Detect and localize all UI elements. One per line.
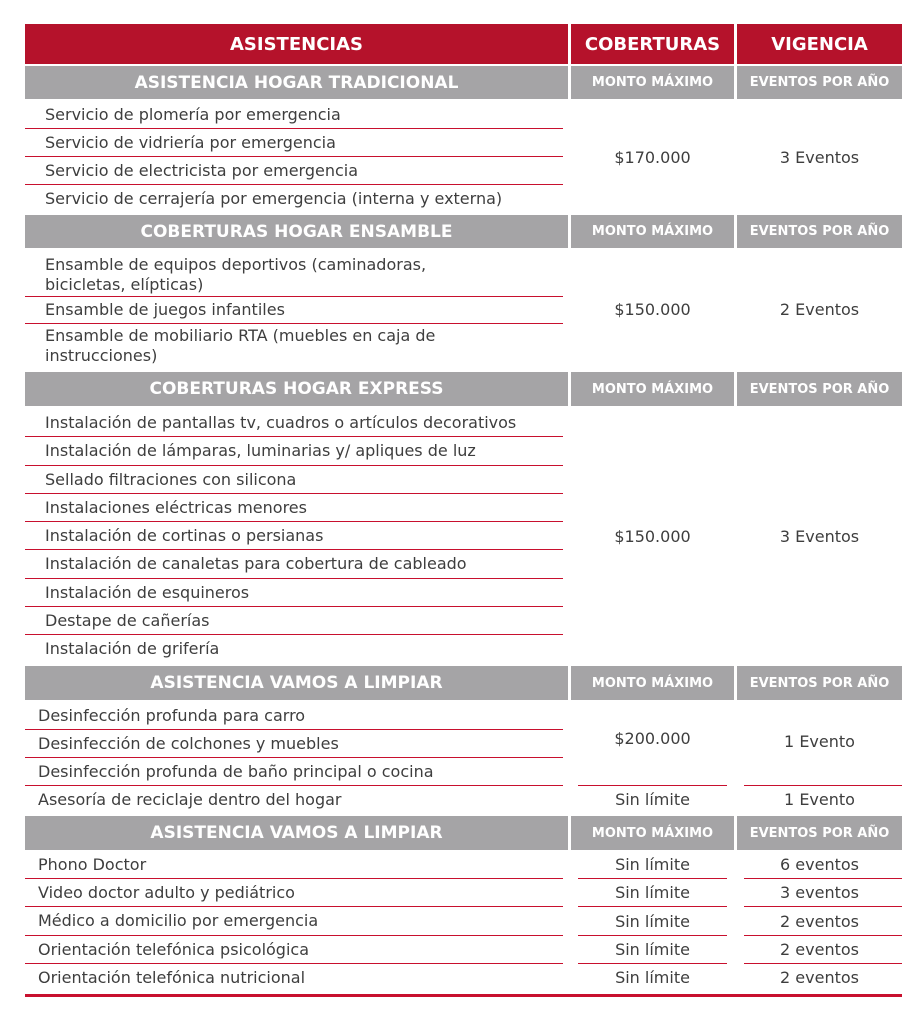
list-item: Instalaciones eléctricas menores [45, 497, 307, 517]
monto-value: Sin límite [615, 911, 690, 931]
list-item: Servicio de vidriería por emergencia [45, 132, 336, 152]
section-col-monto: MONTO MÁXIMO [571, 215, 734, 248]
monto-value: Sin límite [615, 790, 690, 809]
monto-value: $200.000 [614, 728, 691, 748]
eventos-value: 1 Evento [784, 731, 855, 751]
list-item: Ensamble de mobiliario RTA (muebles en caja de instrucciones) [45, 326, 436, 365]
header-vigencia: VIGENCIA [737, 24, 902, 64]
eventos-value: 2 eventos [780, 911, 859, 931]
eventos-value: 3 eventos [780, 883, 859, 902]
list-item: Servicio de plomería por emergencia [45, 105, 341, 124]
list-item: Destape de cañerías [45, 610, 210, 630]
list-item: Desinfección profunda de baño principal o cocina [38, 761, 434, 781]
list-item: Sellado filtraciones con silicona [45, 469, 297, 489]
list-item: Orientación telefónica psicológica [38, 939, 309, 959]
list-item: Ensamble de equipos deportivos (caminadoras, bicicletas, elípticas) [45, 255, 427, 294]
section-col-eventos: EVENTOS POR AÑO [737, 66, 902, 99]
monto-value: Sin límite [615, 940, 690, 959]
monto-value: Sin límite [615, 968, 690, 987]
section-title: COBERTURAS HOGAR EXPRESS [25, 372, 568, 406]
list-item: Video doctor adulto y pediátrico [38, 882, 295, 902]
eventos-value: 3 Eventos [779, 527, 860, 546]
list-item: Servicio de electricista por emergencia [45, 160, 359, 180]
section-col-eventos: EVENTOS POR AÑO [737, 816, 902, 850]
list-item: Phono Doctor [38, 854, 147, 874]
eventos-value: 2 eventos [780, 968, 859, 987]
list-item: Ensamble de juegos infantiles [45, 300, 285, 319]
section-col-monto: MONTO MÁXIMO [571, 666, 734, 700]
list-item: Instalación de lámparas, luminarias y/ apliques de luz [45, 441, 476, 460]
section-title: ASISTENCIA HOGAR TRADICIONAL [25, 66, 568, 99]
section-title: ASISTENCIA VAMOS A LIMPIAR [25, 666, 568, 700]
table-bottom-border [25, 994, 902, 997]
list-item: Asesoría de reciclaje dentro del hogar [38, 789, 342, 809]
list-item: Orientación telefónica nutricional [38, 967, 306, 987]
eventos-value: 6 eventos [780, 855, 859, 874]
monto-value: $150.000 [614, 527, 691, 546]
list-item: Desinfección profunda para carro [38, 705, 306, 725]
monto-value: $150.000 [614, 299, 691, 319]
list-item: Instalación de canaletas para cobertura de cableado [45, 554, 467, 573]
section-col-eventos: EVENTOS POR AÑO [737, 372, 902, 406]
list-item: Desinfección de colchones y muebles [38, 733, 339, 753]
section-col-eventos: EVENTOS POR AÑO [737, 666, 902, 700]
header-coberturas: COBERTURAS [571, 24, 734, 64]
section-col-monto: MONTO MÁXIMO [571, 372, 734, 406]
eventos-value: 3 Eventos [779, 147, 860, 167]
eventos-value: 2 eventos [780, 940, 859, 959]
section-col-monto: MONTO MÁXIMO [571, 816, 734, 850]
monto-value: $170.000 [614, 147, 691, 167]
list-item: Instalación de cortinas o persianas [45, 525, 324, 545]
header-asistencias: ASISTENCIAS [25, 24, 568, 64]
monto-value: Sin límite [615, 855, 690, 874]
section-title: ASISTENCIA VAMOS A LIMPIAR [25, 816, 568, 850]
list-item: Servicio de cerrajería por emergencia (interna y externa) [45, 188, 503, 208]
section-col-eventos: EVENTOS POR AÑO [737, 215, 902, 248]
row-divider [25, 323, 563, 324]
eventos-value: 2 Eventos [779, 299, 860, 319]
list-item: Instalación de pantallas tv, cuadros o artículos decorativos [45, 412, 517, 432]
list-item: Médico a domicilio por emergencia [38, 911, 319, 930]
monto-value: Sin límite [615, 883, 690, 902]
section-col-monto: MONTO MÁXIMO [571, 66, 734, 99]
section-title: COBERTURAS HOGAR ENSAMBLE [25, 215, 568, 248]
list-item: Instalación de esquineros [45, 582, 250, 602]
list-item: Instalación de grifería [45, 638, 220, 658]
eventos-value: 1 Evento [784, 790, 855, 809]
